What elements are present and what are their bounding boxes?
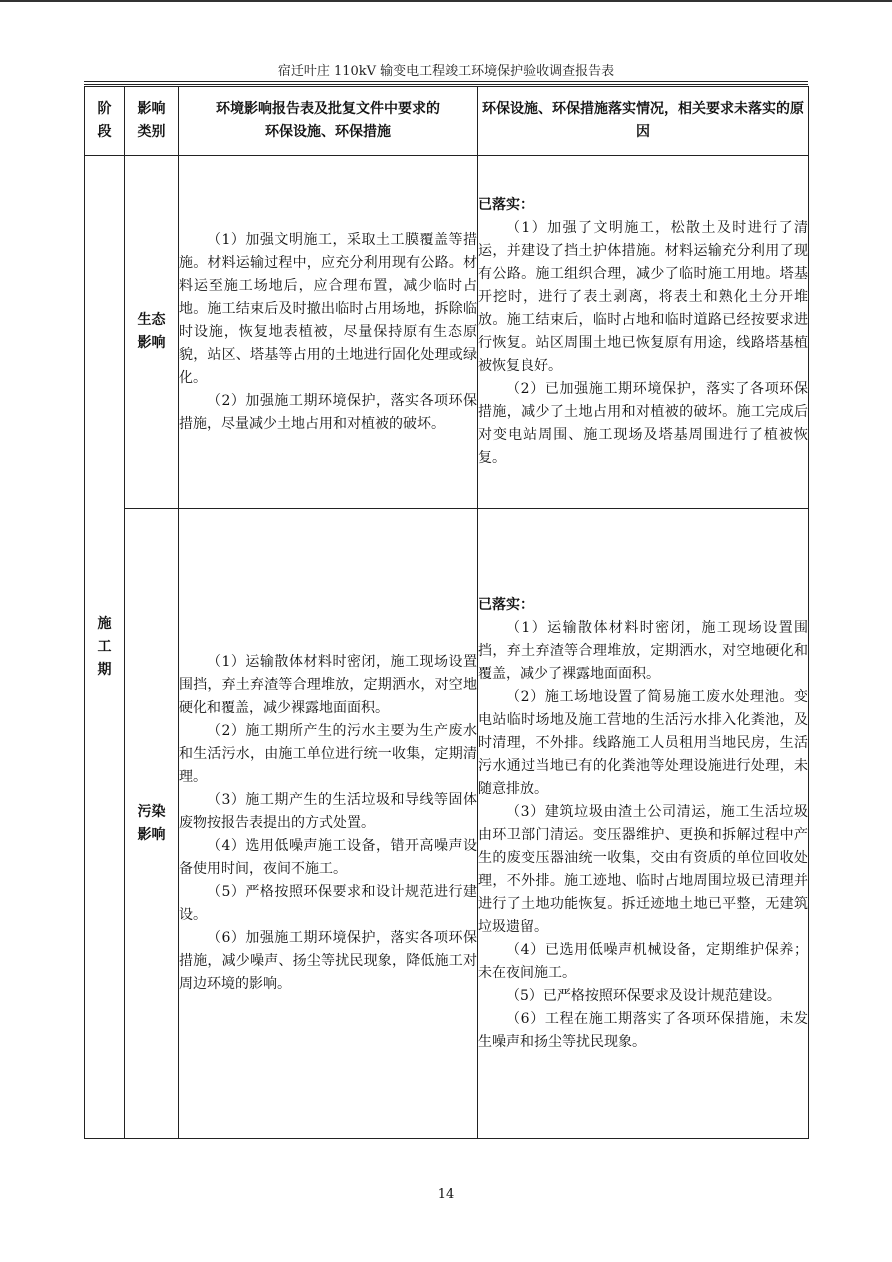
stage-cell: [85, 156, 125, 1139]
requirements-cell: [179, 156, 478, 509]
table-row: [85, 156, 809, 509]
page-number: 14: [437, 1187, 455, 1202]
header-category-label: 影响类别: [137, 101, 166, 140]
implementation-item: （1）加强了文明施工，松散土及时进行了清运，并建设了挡土护体措施。材料运输充分利用了现有公路。施工组织合理，减少了临时施工用地。塔基开挖时，进行了表土剥离，将表土和熟化土分开堆放。施工结束后，临时占地和临时道路已经按要求进行恢复。站区周围土地已恢复原有用途，线路塔基植被恢复良好。: [478, 220, 808, 374]
implementation-item: （2）已加强施工期环境保护，落实了各项环保措施，减少了土地占用和对植被的破坏。施工完成后对变电站周围、施工现场及塔基周围进行了植被恢复。: [478, 381, 808, 466]
implementation-item: （2）施工场地设置了简易施工废水处理池。变电站临时场地及施工营地的生活污水排入化粪池，及时清理，不外排。线路施工人员租用当地民房，生活污水通过当地已有的化粪池等处理设施进行处理，未随意排放。: [478, 688, 808, 797]
stage-label: 施工期: [97, 615, 112, 678]
header-implementation: [478, 87, 809, 156]
header-requirements-label: 环境影响报告表及批复文件中要求的环保设施、环保措施: [216, 101, 440, 140]
requirement-item: （5）严格按照环保要求和设计规范进行建设。: [179, 884, 477, 923]
category-cell: [125, 156, 179, 509]
requirement-item: （2）施工期所产生的污水主要为生产废水和生活污水，由施工单位进行统一收集，定期清理。: [179, 723, 477, 785]
header-stage-label: 阶段: [97, 101, 112, 140]
implementation-cell: [478, 156, 809, 509]
requirement-item: （2）加强施工期环境保护，落实各项环保措施，尽量减少土地占用和对植被的破坏。: [179, 392, 477, 432]
header-implementation-label: 环保设施、环保措施落实情况，相关要求未落实的原因: [482, 101, 804, 140]
implementation-item: （5）已严格按照环保要求及设计规范建设。: [506, 987, 781, 1004]
table-row: [85, 509, 809, 1139]
implementation-item: （6）工程在施工期落实了各项环保措施，未发生噪声和扬尘等扰民现象。: [478, 1010, 808, 1050]
implementation-item: （1）运输散体材料时密闭，施工现场设置围挡，弃土弃渣等合理堆放，定期洒水，对空地硬化和覆盖，减少了裸露地面面积。: [478, 619, 808, 682]
requirement-item: （1）运输散体材料时密闭，施工现场设置围挡，弃土弃渣等合理堆放，定期洒水，对空地硬化和覆盖，减少裸露地面面积。: [179, 654, 477, 716]
header-rule: [84, 84, 808, 85]
header-rule: [84, 81, 808, 82]
category-label: 生态影响: [137, 312, 166, 351]
requirement-item: （1）加强文明施工，采取土工膜覆盖等措施。材料运输过程中，应充分利用现有公路。材料运至施工场地后，应合理布置，减少临时占地。施工结束后及时撤出临时占用场地，拆除临时设施，恢复地表植被，尽量保持原有生态原貌，站区、塔基等占用的土地进行固化处理或绿化。: [179, 231, 477, 386]
page-header-title: 宿迁叶庄 110kV 输变电工程竣工环境保护验收调查报告表: [277, 64, 615, 79]
status-label: 已落实：: [478, 596, 534, 613]
implementation-item: （4）已选用低噪声机械设备，定期维护保养；未在夜间施工。: [478, 941, 808, 981]
header-requirements: [179, 87, 478, 156]
implementation-item: （3）建筑垃圾由渣土公司清运，施工生活垃圾由环卫部门清运。变压器维护、更换和拆解过程中产生的废变压器油统一收集，交由有资质的单位回收处理，不外排。施工迹地、临时占地周围垃圾已清理并进行了土地功能恢复。拆迁迹地土地已平整，无建筑垃圾遗留。: [478, 803, 808, 935]
status-label: 已落实：: [478, 197, 534, 213]
requirement-item: （6）加强施工期环境保护，落实各项环保措施，减少噪声、扬尘等扰民现象，降低施工对周边环境的影响。: [179, 930, 477, 992]
category-cell: [125, 509, 179, 1139]
table-header-row: [85, 87, 809, 156]
top-border-line: [0, 0, 892, 2]
requirement-item: （3）施工期产生的生活垃圾和导线等固体废物按报告表提出的方式处置。: [179, 792, 477, 831]
implementation-cell: [478, 509, 809, 1139]
requirements-cell: [179, 509, 478, 1139]
category-label: 污染影响: [137, 803, 166, 843]
header-category: [125, 87, 179, 156]
header-stage: [85, 87, 125, 156]
requirement-item: （4）选用低噪声施工设备，错开高噪声设备使用时间，夜间不施工。: [179, 838, 477, 877]
measures-table: [84, 86, 809, 1139]
